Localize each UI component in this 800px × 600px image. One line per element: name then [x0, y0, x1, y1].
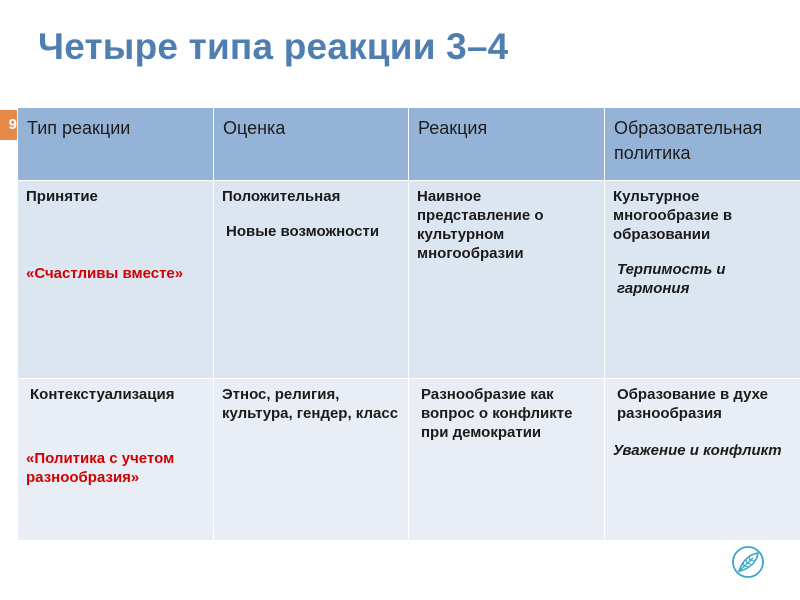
table-header-row	[18, 108, 800, 181]
policy-sub: Уважение и конфликт	[613, 442, 782, 459]
cell-policy	[605, 379, 800, 541]
header-reaction-type: Тип реакции	[18, 108, 214, 181]
reaction-text: Разнообразие как вопрос о конфликте при демократии	[421, 386, 573, 441]
type-quote: «Политика с учетом разнообразия»	[26, 450, 175, 486]
cell-reaction	[409, 181, 605, 379]
leaf-icon	[731, 545, 765, 579]
slide-title: Четыре типа реакции 3–4	[38, 26, 509, 67]
cell-type	[18, 379, 214, 541]
cell-assessment	[214, 181, 409, 379]
slide-number: 9	[0, 110, 17, 140]
cell-reaction	[409, 379, 605, 541]
header-education-policy: Образовательная политика	[605, 108, 800, 181]
header-assessment: Оценка	[214, 108, 409, 181]
type-quote: «Счастливы вместе»	[26, 265, 184, 282]
header-reaction: Реакция	[409, 108, 605, 181]
policy-main: Культурное многообразие в образовании	[613, 188, 733, 243]
assessment-sub: Новые возможности	[226, 223, 380, 240]
type-name: Контекстуализация	[30, 386, 175, 403]
table-row	[18, 181, 800, 379]
cell-assessment	[214, 379, 409, 541]
cell-policy	[605, 181, 800, 379]
cell-type	[18, 181, 214, 379]
policy-main: Образование в духе разнообразия	[617, 386, 768, 422]
assessment-main: Положительная	[222, 188, 341, 205]
reaction-text: Наивное представление о культурном многообразии	[417, 188, 544, 262]
reaction-types-table	[17, 107, 800, 541]
policy-sub: Терпимость и гармония	[617, 261, 726, 297]
assessment-main: Этнос, религия, культура, гендер, класс	[222, 386, 399, 422]
type-name: Принятие	[26, 188, 98, 205]
table-row	[18, 379, 800, 541]
